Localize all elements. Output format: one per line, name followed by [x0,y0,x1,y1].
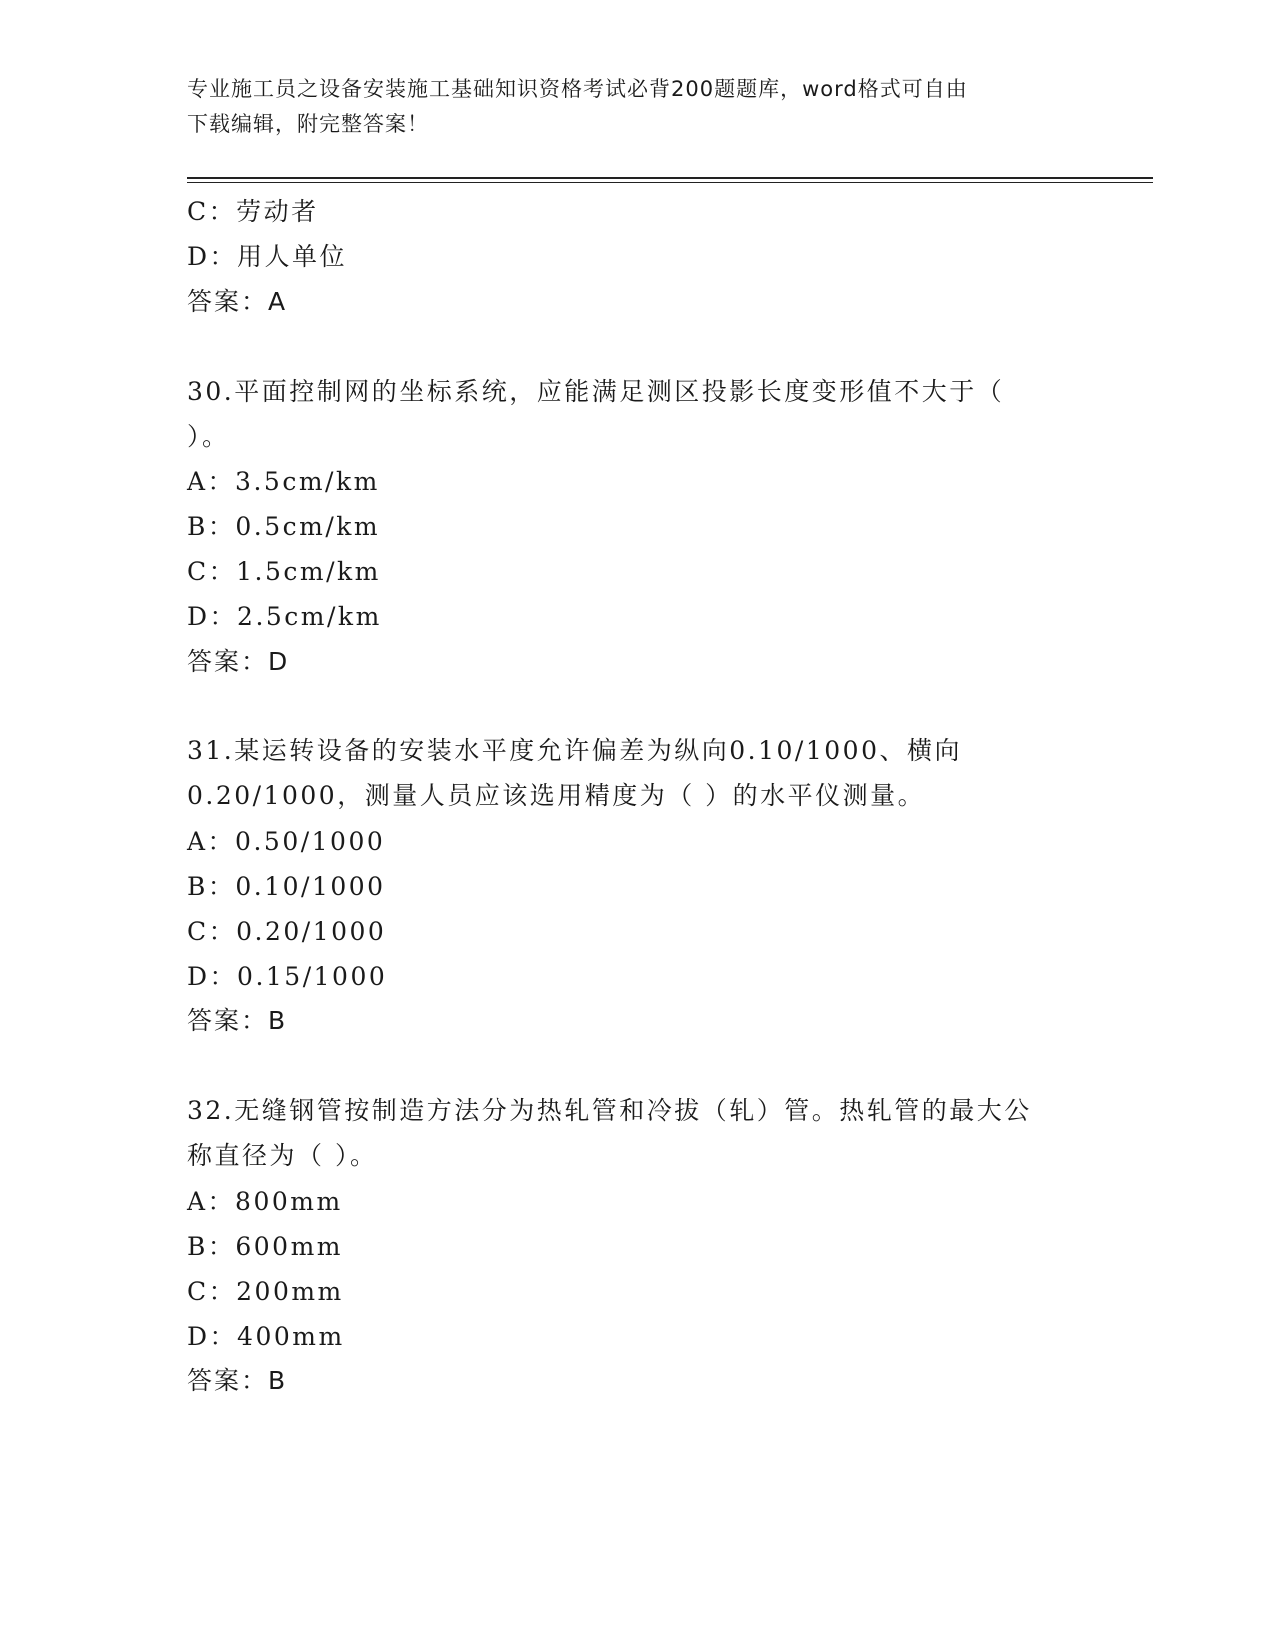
document-header [187,72,1087,142]
q32-stem-line-1: 32.无缝钢管按制造方法分为热轧管和冷拔（轧）管。热轧管的最大公 [187,1096,1032,1125]
q30-option-a: A：3.5cm/km [187,467,380,496]
q30-option-b: B：0.5cm/km [187,512,381,541]
q31-option-a: A：0.50/1000 [187,827,386,856]
header-title-line-1: 专业施工员之设备安装施工基础知识资格考试必背200题题库，word格式可自由 [187,77,968,101]
q31-stem-line-1: 31.某运转设备的安装水平度允许偏差为纵向0.10/1000、横向 [187,736,962,765]
q31-option-c: C：0.20/1000 [187,917,387,946]
q29-answer: 答案：A [187,287,288,316]
q30-option-c: C：1.5cm/km [187,557,381,586]
q32-answer: 答案：B [187,1366,288,1395]
q31-option-b: B：0.10/1000 [187,872,386,901]
header-title-line-2: 下载编辑，附完整答案！ [187,112,429,136]
header-divider-thick [187,177,1153,179]
q32-option-a: A：800mm [187,1187,343,1216]
q31-answer: 答案：B [187,1006,288,1035]
header-divider-thin [187,182,1153,183]
q31-option-d: D：0.15/1000 [187,962,388,991]
q30-option-d: D：2.5cm/km [187,602,382,631]
q29-option-c: C：劳动者 [187,197,319,226]
q32-option-c: C：200mm [187,1277,344,1306]
q29-option-d: D：用人单位 [187,242,348,271]
q30-stem-line-2: ）。 [187,422,230,451]
q30-stem-line-1: 30.平面控制网的坐标系统，应能满足测区投影长度变形值不大于（ [187,377,1005,406]
q31-stem-line-2: 0.20/1000，测量人员应该选用精度为（ ）的水平仪测量。 [187,781,926,810]
q32-option-b: B：600mm [187,1232,344,1261]
q32-option-d: D：400mm [187,1322,345,1351]
q30-answer: 答案：D [187,647,290,676]
q32-stem-line-2: 称直径为（ ）。 [187,1141,378,1170]
